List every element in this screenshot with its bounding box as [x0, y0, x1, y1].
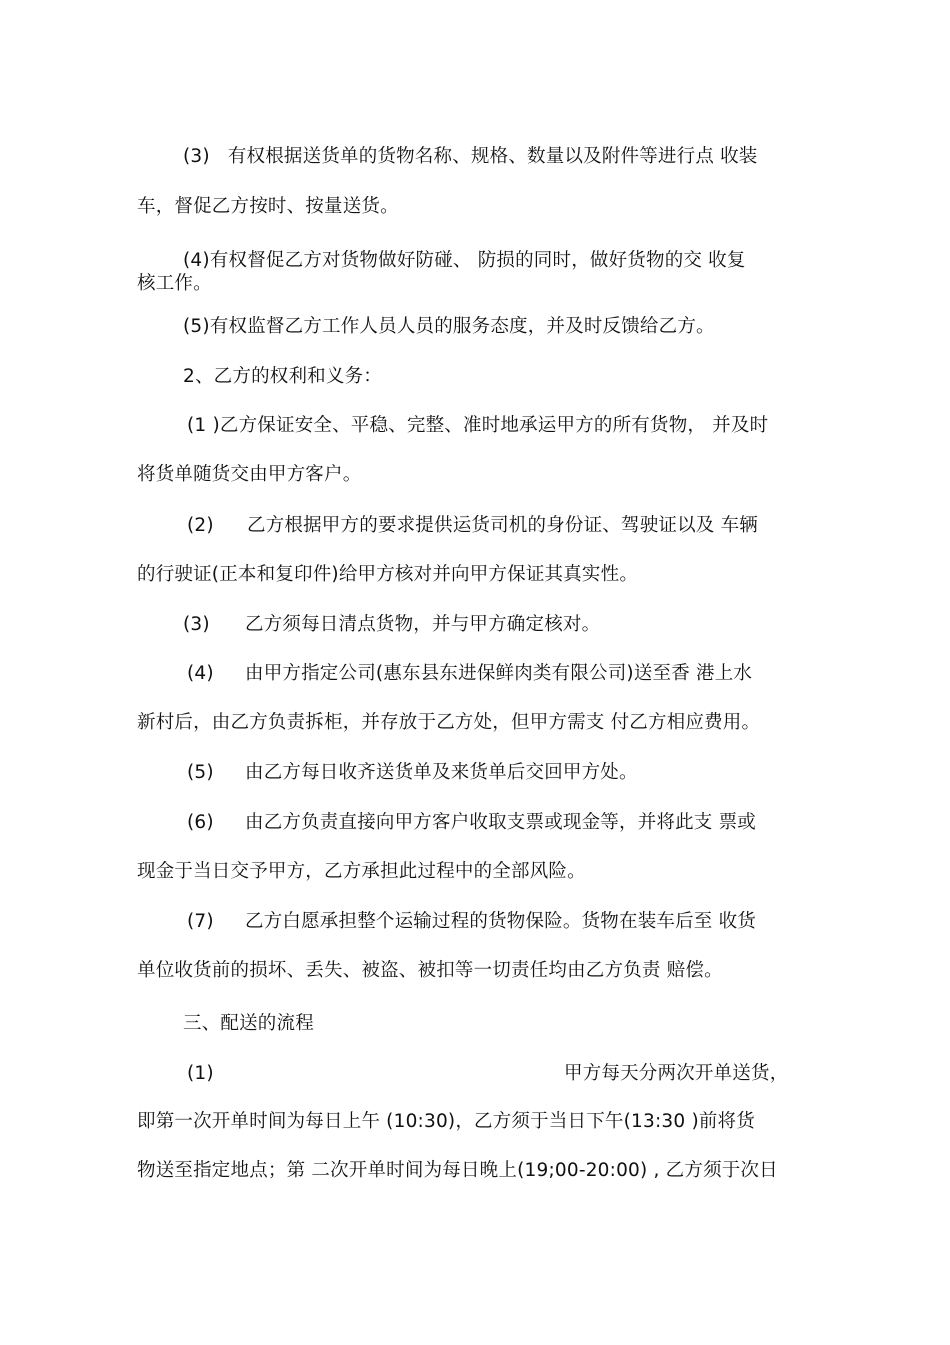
line-text: 由甲方指定公司(惠东县东进保鲜肉类有限公司)送至香 港上水	[245, 663, 753, 684]
line-text: 由乙方每日收齐送货单及来货单后交回甲方处。	[245, 762, 638, 783]
line-text: 单位收货前的损坏、丢失、被盗、被扣等一切责任均由乙方负责 赔偿。	[137, 960, 723, 981]
item-number: (2)	[187, 515, 214, 536]
line-text: 乙方根据甲方的要求提供运货司机的身份证、驾驶证以及 车辆	[247, 515, 758, 536]
paragraph-line	[183, 145, 758, 169]
paragraph-line	[183, 910, 756, 934]
item-number: (7)	[187, 911, 214, 932]
line-text: 现金于当日交予甲方，乙方承担此过程中的全部风险。	[137, 861, 586, 882]
line-text: 有权督促乙方对货物做好防碰、 防损的同时，做好货物的交 收复	[209, 250, 746, 271]
paragraph-line	[183, 811, 756, 835]
paragraph-line	[183, 613, 600, 637]
paragraph-line	[183, 514, 758, 538]
paragraph-line	[137, 563, 638, 587]
paragraph-line	[183, 315, 715, 339]
line-text: 核工作。	[137, 273, 212, 294]
paragraph-line	[183, 414, 768, 438]
paragraph-line	[183, 662, 752, 686]
item-number: (3)	[183, 614, 210, 635]
paragraph-line	[137, 195, 399, 219]
paragraph-line	[137, 272, 212, 296]
paragraph-line	[137, 860, 586, 884]
item-number: (3)	[183, 146, 210, 167]
item-number: (1)	[187, 1063, 214, 1084]
paragraph-line	[137, 711, 760, 735]
section-heading	[183, 1012, 314, 1036]
item-number: (5)	[187, 762, 214, 783]
item-number: (6)	[187, 812, 214, 833]
line-text: 乙方须每日清点货物，并与甲方确定核对。	[245, 614, 601, 635]
item-number: (4)	[183, 250, 210, 271]
item-number: (4)	[187, 663, 214, 684]
line-text: 物送至指定地点；第 二次开单时间为每日晚上(19;00-20:00) , 乙方须于次日	[137, 1160, 778, 1181]
paragraph-line	[137, 959, 723, 983]
paragraph-line	[183, 1062, 788, 1086]
line-text: 2、乙方的权利和义务：	[183, 366, 382, 387]
line-text: 新村后，由乙方负责拆柜，并存放于乙方处，但甲方需支 付乙方相应费用。	[137, 712, 761, 733]
item-number: (5)	[183, 316, 210, 337]
line-text: 有权根据送货单的货物名称、规格、数量以及附件等进行点 收装	[227, 146, 758, 167]
paragraph-line	[137, 1110, 755, 1134]
item-number: (1 )	[187, 415, 220, 436]
line-text: 三、配送的流程	[183, 1013, 314, 1034]
line-text: 将货单随货交由甲方客户。	[137, 464, 362, 485]
paragraph-line	[137, 463, 361, 487]
line-text: 乙方保证安全、平稳、完整、准时地承运甲方的所有货物， 并及时	[219, 415, 769, 436]
line-text: 的行驶证(正本和复印件)给甲方核对并向甲方保证其真实性。	[137, 564, 639, 585]
line-text: 由乙方负责直接向甲方客户收取支票或现金等，并将此支 票或	[245, 812, 756, 833]
paragraph-line	[183, 761, 638, 785]
line-text: 乙方白愿承担整个运输过程的货物保险。货物在装车后至 收货	[245, 911, 756, 932]
paragraph-line	[137, 1159, 778, 1183]
paragraph-line	[183, 249, 746, 273]
line-text: 即第一次开单时间为每日上午 (10:30)，乙方须于当日下午(13:30 )前将货	[137, 1111, 755, 1132]
line-text: 车，督促乙方按时、按量送货。	[137, 196, 399, 217]
line-text: 有权监督乙方工作人员人员的服务态度，并及时反馈给乙方。	[209, 316, 715, 337]
line-text: 甲方每天分两次开单送货，	[564, 1063, 789, 1084]
section-heading	[183, 365, 382, 389]
